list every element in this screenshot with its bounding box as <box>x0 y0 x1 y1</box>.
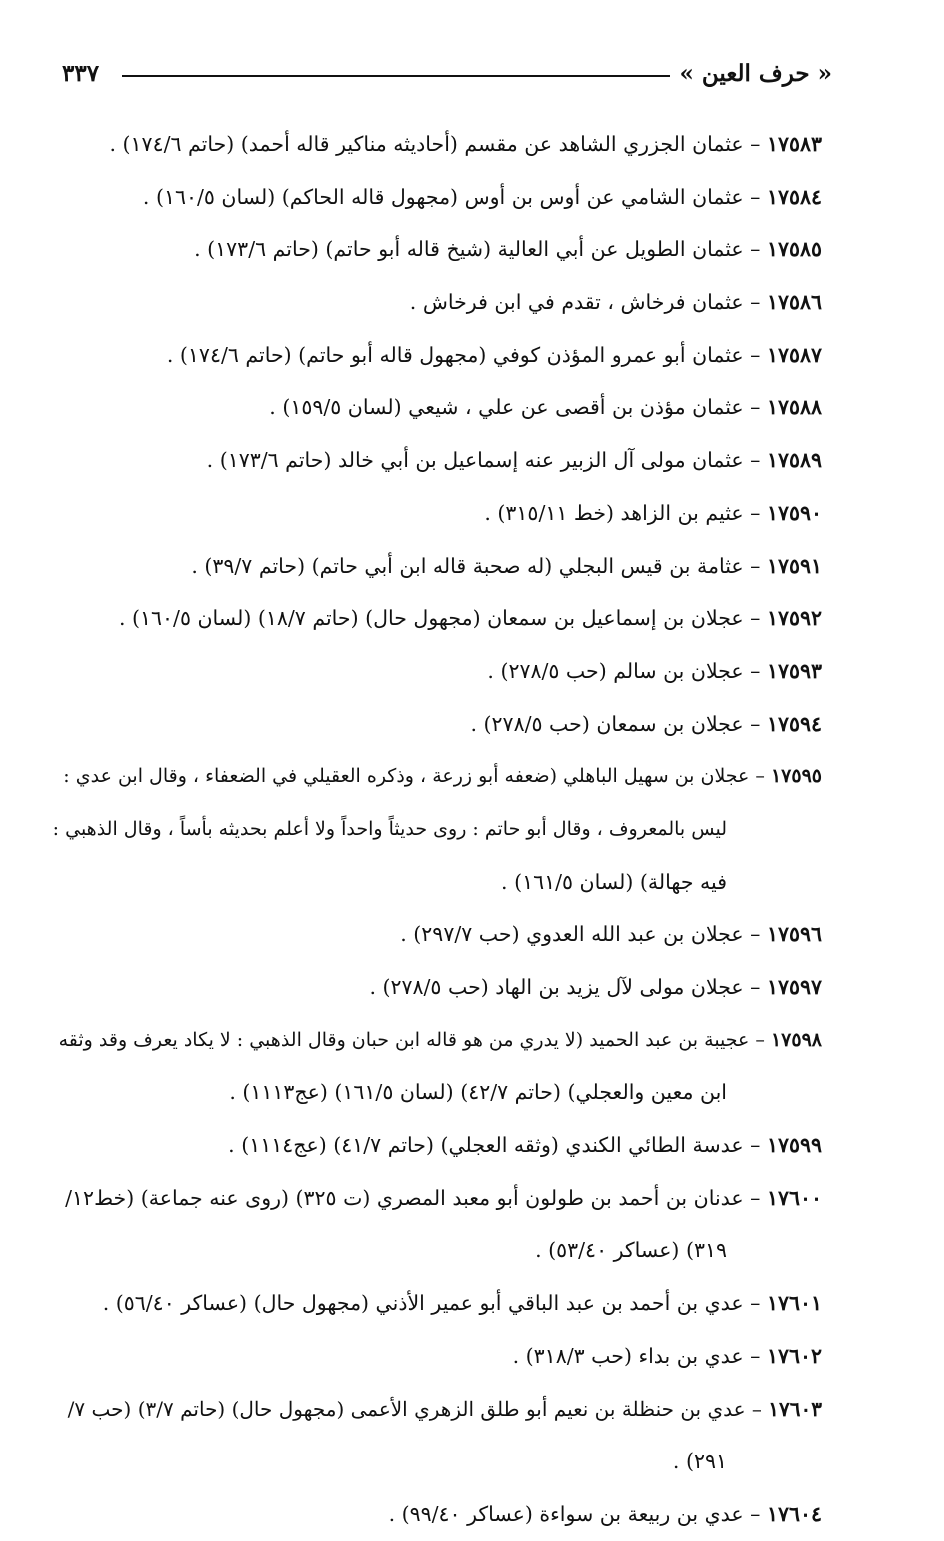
entry-line <box>50 329 822 382</box>
entry-text: – عثمان فرخاش ، تقدم في ابن فرخاش . <box>409 290 767 315</box>
entry-item <box>50 1172 822 1277</box>
entry-number: ١٧٥٩٣ <box>766 658 822 683</box>
entry-line <box>50 1383 822 1436</box>
entry-line <box>50 1330 822 1383</box>
entry-item <box>50 434 822 487</box>
entry-text: – عثمان الجزري الشاهد عن مقسم (أحاديثه مناكير قاله أحمد) (حاتم ١٧٤/٦) . <box>109 132 767 156</box>
entry-line <box>50 698 822 751</box>
entry-line <box>50 540 822 593</box>
entry-item <box>50 645 822 698</box>
entry-number: ١٧٥٨٩ <box>766 448 822 473</box>
entry-text: – عثمان أبو عمرو المؤذن كوفي (مجهول قاله أبو حاتم) (حاتم ١٧٤/٦) . <box>166 342 767 367</box>
entry-number: ١٧٦٠٠ <box>766 1185 822 1210</box>
entry-line <box>50 856 822 909</box>
entry-item <box>50 540 822 593</box>
entry-item <box>50 1488 822 1541</box>
entry-list <box>50 118 822 1541</box>
entry-text: – عثمان الشامي عن أوس بن أوس (مجهول قاله الحاكم) (لسان ١٦٠/٥) . <box>142 184 767 209</box>
entry-number: ١٧٥٩٨ <box>770 1028 822 1051</box>
entry-line <box>50 645 822 698</box>
entry-number: ١٧٥٩٢ <box>766 606 822 631</box>
entry-number: ١٧٥٩٥ <box>770 765 822 788</box>
entry-item <box>50 223 822 276</box>
entry-line <box>50 1277 822 1330</box>
entry-text: – عدسة الطائي الكندي (وثقه العجلي) (حاتم ٤١/٧) (عج١١١٤) . <box>228 1133 767 1158</box>
entry-item <box>50 1014 822 1119</box>
entry-line <box>50 1435 822 1488</box>
entry-line <box>50 592 822 645</box>
entry-item <box>50 381 822 434</box>
entry-item <box>50 1277 822 1330</box>
entry-text: – عثمان الطويل عن أبي العالية (شيخ قاله أبو حاتم) (حاتم ١٧٣/٦) . <box>194 237 767 262</box>
entry-text: ابن معين والعجلي) (حاتم ٤٢/٧) (لسان ١٦١/٥) (عج١١١٣) . <box>229 1080 727 1105</box>
entry-text: – عجلان بن سمعان (حب ٢٧٨/٥) . <box>470 711 767 736</box>
entry-line <box>50 1066 822 1119</box>
entry-item <box>50 1119 822 1172</box>
entry-text: – عدي بن حنظلة بن نعيم أبو طلق الزهري الأعمى (مجهول حال) (حاتم ٣/٧) (حب ٧/ <box>67 1396 769 1421</box>
entry-item <box>50 1330 822 1383</box>
entry-line <box>50 1014 822 1067</box>
entry-number: ١٧٥٩٤ <box>766 711 822 736</box>
entry-line <box>50 1224 822 1277</box>
entry-item <box>50 118 822 171</box>
entry-item <box>50 698 822 751</box>
entry-item <box>50 961 822 1014</box>
entry-line <box>50 276 822 329</box>
entry-number: ١٧٦٠١ <box>766 1291 822 1316</box>
entry-number: ١٧٥٨٥ <box>766 237 822 262</box>
entry-line <box>50 803 822 856</box>
entry-number: ١٧٦٠٢ <box>766 1343 822 1368</box>
entry-number: ١٧٥٩٠ <box>766 500 822 525</box>
entry-text: – عثمان مولى آل الزبير عنه إسماعيل بن أبي خالد (حاتم ١٧٣/٦) . <box>206 448 767 473</box>
entry-line <box>50 1488 822 1541</box>
entry-text: – عدي بن أحمد بن عبد الباقي أبو عمير الأذني (مجهول حال) (عساكر ٥٦/٤٠) . <box>102 1291 767 1316</box>
entry-text: – عجلان مولى لآل يزيد بن الهاد (حب ٢٧٨/٥) . <box>369 975 767 999</box>
page-header <box>62 58 832 94</box>
header-rule <box>122 75 670 77</box>
entry-item <box>50 908 822 961</box>
entry-text: ليس بالمعروف ، وقال أبو حاتم : روى حديثاً واحداً ولا أعلم بحديثه بأساً ، وقال الذهبي : <box>52 817 727 840</box>
entry-text: فيه جهالة) (لسان ١٦١/٥) . <box>501 869 727 894</box>
entry-line <box>50 961 822 1014</box>
entry-text: ٢٩١) . <box>672 1449 727 1474</box>
entry-number: ١٧٥٩١ <box>766 553 822 578</box>
entry-line <box>50 487 822 540</box>
entry-line <box>50 118 822 171</box>
entry-text: – عجلان بن سهيل الباهلي (ضعفه أبو زرعة ، وذكره العقيلي في الضعفاء ، وقال ابن عدي : <box>63 765 771 788</box>
entry-line <box>50 434 822 487</box>
entry-number: ١٧٥٩٧ <box>766 975 822 999</box>
entry-line <box>50 223 822 276</box>
entry-line <box>50 1172 822 1225</box>
entry-text: – عثامة بن قيس البجلي (له صحبة قاله ابن أبي حاتم) (حاتم ٣٩/٧) . <box>191 553 767 578</box>
entry-number: ١٧٥٨٣ <box>766 132 822 156</box>
entry-item <box>50 750 822 908</box>
entry-number: ١٧٦٠٣ <box>768 1396 822 1421</box>
entry-item <box>50 276 822 329</box>
entry-number: ١٧٥٩٩ <box>766 1133 822 1158</box>
entry-text: – عجلان بن عبد الله العدوي (حب ٢٩٧/٧) . <box>400 922 767 947</box>
entry-number: ١٧٥٨٨ <box>766 395 822 420</box>
entry-line <box>50 908 822 961</box>
entry-number: ١٧٥٨٤ <box>766 184 822 209</box>
entry-text: – عثيم بن الزاهد (خط ٣١٥/١١) . <box>484 500 767 525</box>
page-number: ٣٣٧ <box>62 60 100 87</box>
entry-number: ١٧٥٨٦ <box>766 290 822 315</box>
entry-number: ١٧٥٩٦ <box>766 922 822 947</box>
entry-line <box>50 171 822 224</box>
entry-item <box>50 329 822 382</box>
chapter-title: « حرف العين » <box>679 60 832 87</box>
entry-item <box>50 171 822 224</box>
entry-text: – عدي بن بداء (حب ٣١٨/٣) . <box>512 1343 767 1368</box>
entry-line <box>50 1119 822 1172</box>
entry-number: ١٧٦٠٤ <box>766 1501 822 1526</box>
entry-text: ٣١٩) (عساكر ٥٣/٤٠) . <box>535 1238 727 1263</box>
entry-text: – عجيبة بن عبد الحميد (لا يدري من هو قاله ابن حبان وقال الذهبي : لا يكاد يعرف وقد وثقه <box>58 1028 771 1051</box>
entry-text: – عدنان بن أحمد بن طولون أبو معبد المصري (ت ٣٢٥) (روى عنه جماعة) (خط١٢/ <box>65 1185 767 1210</box>
entry-item <box>50 592 822 645</box>
entry-text: – عجلان بن إسماعيل بن سمعان (مجهول حال) (حاتم ١٨/٧) (لسان ١٦٠/٥) . <box>118 606 767 631</box>
entry-number: ١٧٥٨٧ <box>766 342 822 367</box>
entry-line <box>50 381 822 434</box>
entry-line <box>50 750 822 803</box>
entry-text: – عدي بن ربيعة بن سواءة (عساكر ٩٩/٤٠) . <box>388 1501 767 1526</box>
entry-text: – عجلان بن سالم (حب ٢٧٨/٥) . <box>487 658 767 683</box>
entry-text: – عثمان مؤذن بن أقصى عن علي ، شيعي (لسان ١٥٩/٥) . <box>269 395 767 420</box>
entry-item <box>50 1383 822 1488</box>
entry-item <box>50 487 822 540</box>
